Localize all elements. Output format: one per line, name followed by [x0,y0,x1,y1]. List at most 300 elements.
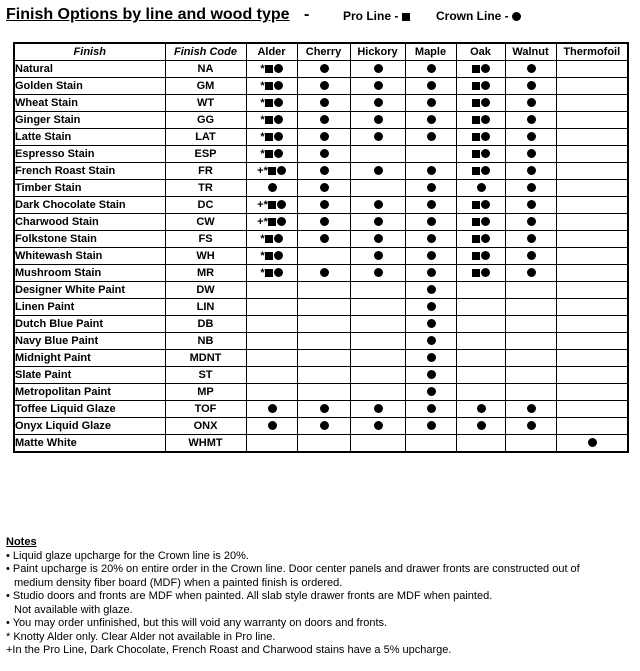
circle-icon [481,251,490,260]
circle-icon [527,149,536,158]
circle-icon [320,132,329,141]
circle-icon [274,268,283,277]
column-header-hickory: Hickory [350,43,405,61]
legend-crown-line [436,9,521,23]
footnote-marker: * [260,97,265,109]
circle-icon [268,421,277,430]
finish-code-cell: LAT [165,129,246,146]
availability-cell [505,418,556,435]
circle-icon [481,217,490,226]
finish-name-cell: French Roast Stain [14,163,165,180]
notes-title: Notes [6,536,37,548]
availability-cell [246,316,297,333]
finish-code-cell: ST [165,367,246,384]
circle-icon [427,115,436,124]
availability-cell [456,61,505,78]
note-line: • You may order unfinished, but this will void any warranty on doors and fronts. [6,617,388,629]
availability-cell [556,248,628,265]
square-icon [265,235,273,243]
availability-cell [456,384,505,401]
availability-cell [246,61,297,78]
availability-cell [297,61,350,78]
circle-icon [481,149,490,158]
circle-icon [481,115,490,124]
finish-code-cell: MR [165,265,246,282]
availability-cell [505,129,556,146]
finish-code-cell: NA [165,61,246,78]
availability-cell [405,316,456,333]
finish-code-cell: DW [165,282,246,299]
column-header-maple: Maple [405,43,456,61]
circle-icon [320,200,329,209]
availability-cell [350,333,405,350]
availability-cell [405,350,456,367]
availability-cell [456,95,505,112]
circle-icon [374,234,383,243]
circle-icon [274,81,283,90]
availability-cell [405,61,456,78]
square-icon [472,218,480,226]
availability-cell [350,95,405,112]
circle-icon [481,64,490,73]
finish-name-cell: Toffee Liquid Glaze [14,401,165,418]
availability-cell [297,316,350,333]
availability-cell [297,231,350,248]
table-body [14,61,628,453]
circle-icon [277,200,286,209]
circle-icon [481,132,490,141]
footnote-marker: * [260,267,265,279]
square-icon [472,65,480,73]
table-row [14,282,628,299]
table-row [14,316,628,333]
availability-cell [405,265,456,282]
availability-cell [297,180,350,197]
availability-cell [297,265,350,282]
finish-code-cell: TR [165,180,246,197]
footnote-marker: * [260,233,265,245]
square-icon [402,13,410,21]
note-line: * Knotty Alder only. Clear Alder not available in Pro line. [6,630,276,643]
finish-code-cell: LIN [165,299,246,316]
page-header [6,6,636,28]
finish-name-cell: Whitewash Stain [14,248,165,265]
circle-icon [374,421,383,430]
availability-cell [297,418,350,435]
circle-icon [427,404,436,413]
availability-cell [556,333,628,350]
square-icon [472,150,480,158]
table-row [14,214,628,231]
availability-cell [505,180,556,197]
table-row [14,129,628,146]
table-row [14,418,628,435]
availability-cell [350,163,405,180]
availability-cell [456,163,505,180]
availability-cell [297,384,350,401]
finish-name-cell: Latte Stain [14,129,165,146]
availability-cell [456,129,505,146]
column-header-oak: Oak [456,43,505,61]
table-row [14,61,628,78]
availability-cell [556,146,628,163]
availability-cell [556,350,628,367]
circle-icon [374,64,383,73]
column-header-finish-code: Finish Code [165,43,246,61]
circle-icon [268,404,277,413]
circle-icon [320,81,329,90]
availability-cell [556,384,628,401]
finish-name-cell: Onyx Liquid Glaze [14,418,165,435]
circle-icon [320,166,329,175]
availability-cell [456,282,505,299]
circle-icon [427,217,436,226]
availability-cell [350,316,405,333]
availability-cell [246,350,297,367]
square-icon [472,252,480,260]
availability-cell [350,418,405,435]
circle-icon [427,81,436,90]
square-icon [472,235,480,243]
availability-cell [556,418,628,435]
circle-icon [320,183,329,192]
square-icon [265,65,273,73]
table-row [14,231,628,248]
availability-cell [456,316,505,333]
availability-cell [405,197,456,214]
notes-section [6,536,636,658]
availability-cell [246,401,297,418]
table-row [14,146,628,163]
circle-icon [374,200,383,209]
finish-name-cell: Natural [14,61,165,78]
circle-icon [274,149,283,158]
finish-code-cell: DB [165,316,246,333]
availability-cell [556,231,628,248]
circle-icon [374,251,383,260]
availability-cell [405,367,456,384]
availability-cell [297,333,350,350]
availability-cell [456,214,505,231]
availability-cell [405,129,456,146]
circle-icon [320,217,329,226]
table-row [14,163,628,180]
circle-icon [527,251,536,260]
availability-cell [246,197,297,214]
availability-cell [456,265,505,282]
square-icon [265,116,273,124]
circle-icon [481,98,490,107]
circle-icon [481,81,490,90]
footnote-marker: * [260,250,265,262]
circle-icon [527,183,536,192]
page-title: Finish Options by line and wood type [6,6,290,23]
circle-icon [320,149,329,158]
circle-icon [527,115,536,124]
column-header-thermofoil: Thermofoil [556,43,628,61]
circle-icon [427,98,436,107]
availability-cell [246,299,297,316]
availability-cell [505,197,556,214]
availability-cell [246,435,297,453]
square-icon [472,201,480,209]
circle-icon [374,404,383,413]
finish-name-cell: Timber Stain [14,180,165,197]
column-header-walnut: Walnut [505,43,556,61]
square-icon [265,133,273,141]
note-line: • Liquid glaze upcharge for the Crown line is 20%. [6,549,249,562]
circle-icon [427,421,436,430]
circle-icon [427,302,436,311]
availability-cell [505,95,556,112]
circle-icon [512,12,521,21]
circle-icon [427,166,436,175]
availability-cell [350,248,405,265]
circle-icon [527,166,536,175]
availability-cell [246,163,297,180]
finish-name-cell: Mushroom Stain [14,265,165,282]
availability-cell [405,418,456,435]
circle-icon [320,64,329,73]
circle-icon [274,132,283,141]
availability-cell [505,78,556,95]
availability-cell [556,180,628,197]
finish-name-cell: Wheat Stain [14,95,165,112]
footnote-marker: +* [257,165,268,177]
footnote-marker: * [260,80,265,92]
availability-cell [405,299,456,316]
availability-cell [350,265,405,282]
availability-cell [456,78,505,95]
circle-icon [481,166,490,175]
availability-cell [505,316,556,333]
circle-icon [274,115,283,124]
availability-cell [556,401,628,418]
circle-icon [374,98,383,107]
finish-code-cell: MP [165,384,246,401]
availability-cell [350,112,405,129]
finish-name-cell: Ginger Stain [14,112,165,129]
square-icon [265,99,273,107]
square-icon [265,252,273,260]
finish-name-cell: Designer White Paint [14,282,165,299]
finish-name-cell: Navy Blue Paint [14,333,165,350]
table-row [14,384,628,401]
finish-name-cell: Golden Stain [14,78,165,95]
circle-icon [427,268,436,277]
circle-icon [427,370,436,379]
circle-icon [274,251,283,260]
footnote-marker: * [260,63,265,75]
availability-cell [350,350,405,367]
availability-cell [556,61,628,78]
availability-cell [297,435,350,453]
availability-cell [505,350,556,367]
finish-code-cell: ONX [165,418,246,435]
column-header-finish: Finish [14,43,165,61]
availability-cell [246,231,297,248]
availability-cell [246,367,297,384]
availability-cell [556,282,628,299]
table-row [14,265,628,282]
availability-cell [350,180,405,197]
availability-cell [350,231,405,248]
title-dash: - [304,6,310,23]
finish-code-cell: GG [165,112,246,129]
circle-icon [427,132,436,141]
availability-cell [246,282,297,299]
square-icon [265,82,273,90]
availability-cell [505,214,556,231]
availability-cell [556,435,628,453]
circle-icon [374,268,383,277]
circle-icon [374,166,383,175]
availability-cell [246,333,297,350]
availability-cell [556,163,628,180]
finish-name-cell: Dutch Blue Paint [14,316,165,333]
circle-icon [477,404,486,413]
table-row [14,333,628,350]
finish-code-cell: MDNT [165,350,246,367]
availability-cell [556,367,628,384]
finish-name-cell: Slate Paint [14,367,165,384]
finish-name-cell: Folkstone Stain [14,231,165,248]
circle-icon [481,234,490,243]
finish-code-cell: DC [165,197,246,214]
circle-icon [320,404,329,413]
circle-icon [481,200,490,209]
availability-cell [350,367,405,384]
legend-crown-label: Crown Line - [436,9,509,23]
availability-cell [297,248,350,265]
availability-cell [456,435,505,453]
availability-cell [556,214,628,231]
square-icon [268,218,276,226]
availability-cell [246,129,297,146]
circle-icon [527,421,536,430]
availability-cell [505,435,556,453]
square-icon [472,116,480,124]
availability-cell [297,146,350,163]
availability-cell [556,316,628,333]
finish-code-cell: WT [165,95,246,112]
circle-icon [527,268,536,277]
availability-cell [350,435,405,453]
note-line: Not available with glaze. [14,603,133,616]
availability-cell [505,163,556,180]
availability-cell [297,299,350,316]
circle-icon [427,251,436,260]
circle-icon [268,183,277,192]
footnote-marker: +* [257,216,268,228]
availability-cell [297,197,350,214]
circle-icon [527,234,536,243]
square-icon [268,201,276,209]
square-icon [472,99,480,107]
availability-cell [505,112,556,129]
footnote-marker: * [260,148,265,160]
table-row [14,197,628,214]
finish-code-cell: TOF [165,401,246,418]
finish-options-table [13,42,629,453]
square-icon [268,167,276,175]
availability-cell [505,231,556,248]
availability-cell [350,78,405,95]
circle-icon [320,268,329,277]
availability-cell [456,350,505,367]
availability-cell [297,367,350,384]
availability-cell [456,299,505,316]
availability-cell [350,197,405,214]
availability-cell [405,231,456,248]
circle-icon [527,64,536,73]
availability-cell [405,384,456,401]
circle-icon [374,81,383,90]
availability-cell [350,401,405,418]
circle-icon [527,132,536,141]
availability-cell [297,282,350,299]
availability-cell [556,95,628,112]
square-icon [472,167,480,175]
availability-cell [246,78,297,95]
circle-icon [527,200,536,209]
finish-code-cell: FS [165,231,246,248]
availability-cell [350,129,405,146]
availability-cell [505,401,556,418]
availability-cell [350,299,405,316]
finish-name-cell: Charwood Stain [14,214,165,231]
availability-cell [505,299,556,316]
table-row [14,367,628,384]
circle-icon [427,285,436,294]
availability-cell [405,112,456,129]
availability-cell [405,180,456,197]
availability-cell [456,333,505,350]
availability-cell [505,248,556,265]
availability-cell [556,197,628,214]
availability-cell [350,282,405,299]
finish-code-cell: GM [165,78,246,95]
availability-cell [405,146,456,163]
circle-icon [481,268,490,277]
circle-icon [320,421,329,430]
circle-icon [277,166,286,175]
availability-cell [246,384,297,401]
availability-cell [246,112,297,129]
circle-icon [427,387,436,396]
table-header-row [14,43,628,61]
availability-cell [505,146,556,163]
availability-cell [456,418,505,435]
availability-cell [456,112,505,129]
finish-name-cell: Metropolitan Paint [14,384,165,401]
note-line: +In the Pro Line, Dark Chocolate, French Roast and Charwood stains have a 5% upcharge. [6,644,452,656]
table-row [14,299,628,316]
availability-cell [556,112,628,129]
circle-icon [427,319,436,328]
availability-cell [350,214,405,231]
circle-icon [277,217,286,226]
finish-name-cell: Midnight Paint [14,350,165,367]
circle-icon [427,234,436,243]
availability-cell [405,78,456,95]
availability-cell [556,129,628,146]
circle-icon [427,64,436,73]
circle-icon [588,438,597,447]
availability-cell [297,350,350,367]
table-row [14,112,628,129]
circle-icon [427,336,436,345]
